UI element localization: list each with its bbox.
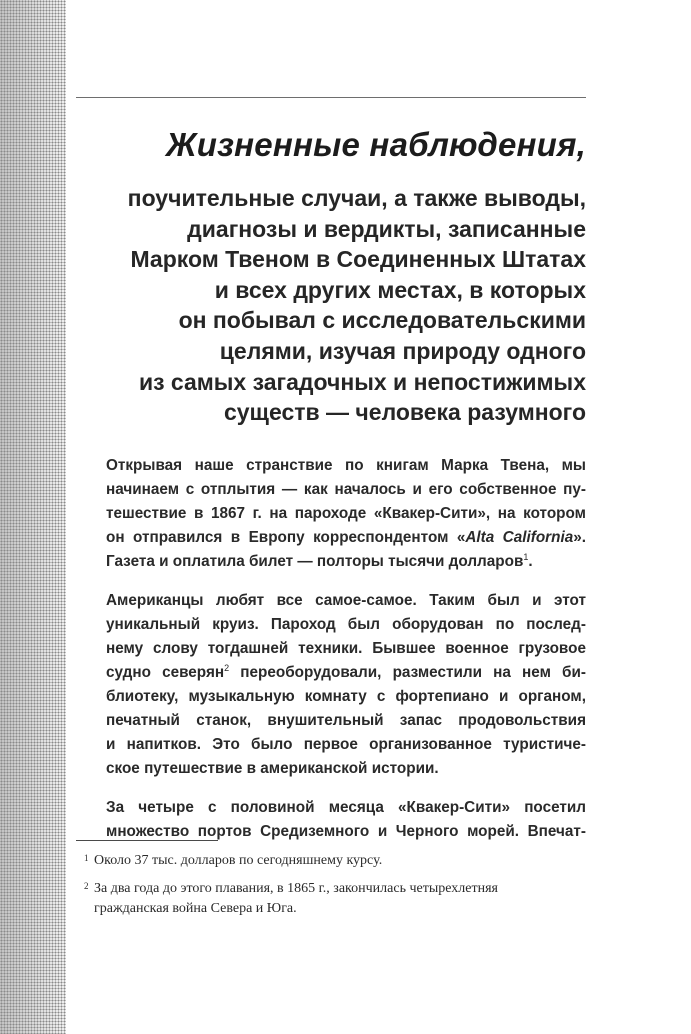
text-line: блиотеку, музыкальную комнату с фортепиано и органом, <box>106 688 586 705</box>
subtitle-line: и всех других местах, в которых <box>214 276 586 303</box>
text-line <box>106 661 586 685</box>
footnote-1 <box>84 851 586 871</box>
text-line: нему слову тогдашней техники. Бывшее военное грузовое <box>106 640 586 657</box>
subtitle-line: поучительные случаи, а также выводы, <box>127 185 586 211</box>
text-run: судно северян <box>106 664 225 681</box>
halftone-page-edge <box>0 0 66 1034</box>
text-line: уникальный круиз. Пароход был оборудован по послед- <box>106 616 586 633</box>
subtitle-line: целями, изучая природу одного <box>219 337 586 364</box>
text-line: начинаем с отплытия — как началось и его собственное пу- <box>106 481 586 498</box>
subtitle-line: диагнозы и вердикты, записанные <box>187 215 586 242</box>
paragraph-1 <box>106 454 586 574</box>
chapter-subtitle <box>76 183 586 428</box>
text-run: . <box>528 553 533 570</box>
text-line: и напитков. Это было первое организованное туристиче- <box>106 736 586 753</box>
footnotes <box>84 851 586 927</box>
text-line: ское путешествие в американской истории. <box>106 760 439 777</box>
text-run: он отправился в Европу корреспондентом « <box>106 529 466 546</box>
footnote-ref: 2 <box>224 662 230 673</box>
text-line: множество портов Средиземного и Черного морей. Впечат- <box>106 823 586 840</box>
text-line: Открывая наше странствие по книгам Марка Твена, мы <box>106 457 586 474</box>
top-rule <box>76 97 586 98</box>
subtitle-line: существ — человека разумного <box>223 399 586 426</box>
footnote-mark: 1 <box>84 853 89 863</box>
footnote-rule <box>76 840 218 841</box>
footnote-text-cont: гражданская война Севера и Юга. <box>94 901 297 916</box>
newspaper-name: Alta California <box>465 529 574 546</box>
text-run: Газета и оплатила билет — полторы тысячи долларов <box>106 553 524 570</box>
paragraph-2 <box>106 589 586 781</box>
text-line <box>106 526 586 550</box>
subtitle-line: из самых загадочных и непостижимых <box>138 368 586 395</box>
text-line: За четыре с половиной месяца «Квакер-Сити» посетил <box>106 799 586 816</box>
text-run: ». <box>573 529 586 546</box>
footnote-mark: 2 <box>84 881 89 891</box>
footnote-text: Около 37 тыс. долларов по сегодняшнему курсу. <box>94 853 383 868</box>
chapter-title: Жизненные наблюдения, <box>165 126 586 163</box>
subtitle-line: он побывал с исследовательскими <box>178 307 586 334</box>
text-line: тешествие в 1867 г. на пароходе «Квакер-Сити», на котором <box>106 505 586 522</box>
footnote-2 <box>84 879 586 919</box>
text-line: Американцы любят все самое-самое. Таким был и этот <box>106 592 586 609</box>
text-run: переоборудовали, разместили на нем би- <box>229 664 586 681</box>
paragraph-3 <box>106 796 586 844</box>
footnote-ref: 1 <box>523 551 529 562</box>
body-text <box>106 454 586 859</box>
subtitle-line: Марком Твеном в Соединенных Штатах <box>130 246 586 273</box>
text-line: печатный станок, внушительный запас продовольствия <box>106 712 586 729</box>
footnote-text: За два года до этого плавания, в 1865 г., закончилась четырехлетняя <box>94 881 498 896</box>
text-line <box>106 550 586 574</box>
